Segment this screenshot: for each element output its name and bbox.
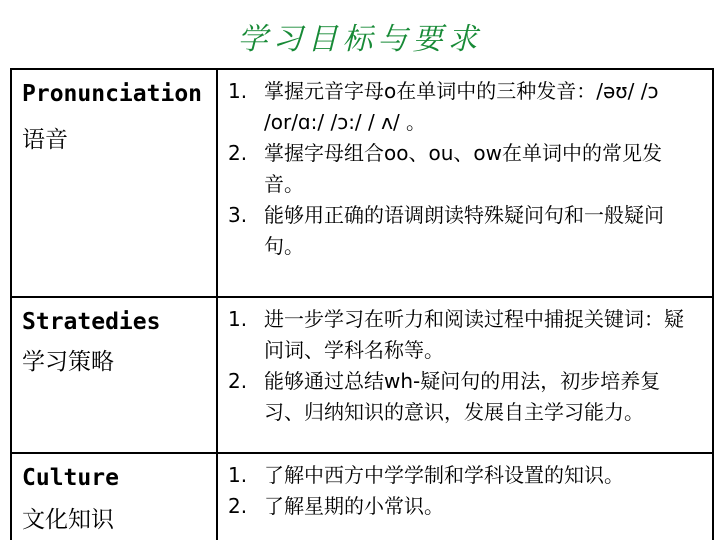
list-item <box>228 200 694 262</box>
column-divider <box>216 70 218 540</box>
category-zh-label: 语音 <box>22 127 68 153</box>
list-item <box>228 76 694 138</box>
item-text: 掌握元音字母o在单词中的三种发音：/əʊ/ /ɔ /or/ɑ:/ /ɔ:/ / ʌ/ 。 <box>264 79 659 134</box>
item-number: 2. <box>228 141 248 165</box>
page-title: 学习目标与要求 <box>237 22 483 57</box>
item-text: 能够用正确的语调朗读特殊疑问句和一般疑问句。 <box>264 203 664 258</box>
culture-items <box>228 460 694 522</box>
item-number: 2. <box>228 494 248 518</box>
category-en-label: Stratedies <box>22 309 161 335</box>
objectives-table <box>10 68 714 540</box>
category-en-label: Pronunciation <box>22 81 203 107</box>
item-number: 3. <box>228 203 248 227</box>
pronunciation-items <box>228 76 694 262</box>
item-number: 1. <box>228 463 248 487</box>
list-item <box>228 491 694 522</box>
category-en-label: Culture <box>22 465 119 491</box>
item-number: 1. <box>228 307 248 331</box>
item-number: 1. <box>228 79 248 103</box>
list-item <box>228 304 694 366</box>
row-divider <box>12 452 712 454</box>
row-divider <box>12 296 712 298</box>
list-item <box>228 460 694 491</box>
item-text: 掌握字母组合oo、ou、ow在单词中的常见发音。 <box>264 141 662 196</box>
item-text: 了解中西方中学学制和学科设置的知识。 <box>264 463 624 487</box>
item-number: 2. <box>228 369 248 393</box>
strategies-items <box>228 304 694 428</box>
item-text: 能够通过总结wh-疑问句的用法，初步培养复习、归纳知识的意识，发展自主学习能力。 <box>264 369 661 424</box>
category-zh-label: 文化知识 <box>22 507 114 533</box>
category-zh-label: 学习策略 <box>22 349 114 375</box>
item-text: 进一步学习在听力和阅读过程中捕捉关键词：疑问词、学科名称等。 <box>264 307 684 362</box>
category-culture <box>22 460 119 538</box>
list-item <box>228 138 694 200</box>
category-strategies <box>22 304 160 380</box>
list-item <box>228 366 694 428</box>
category-pronunciation <box>22 76 202 158</box>
item-text: 了解星期的小常识。 <box>264 494 444 518</box>
